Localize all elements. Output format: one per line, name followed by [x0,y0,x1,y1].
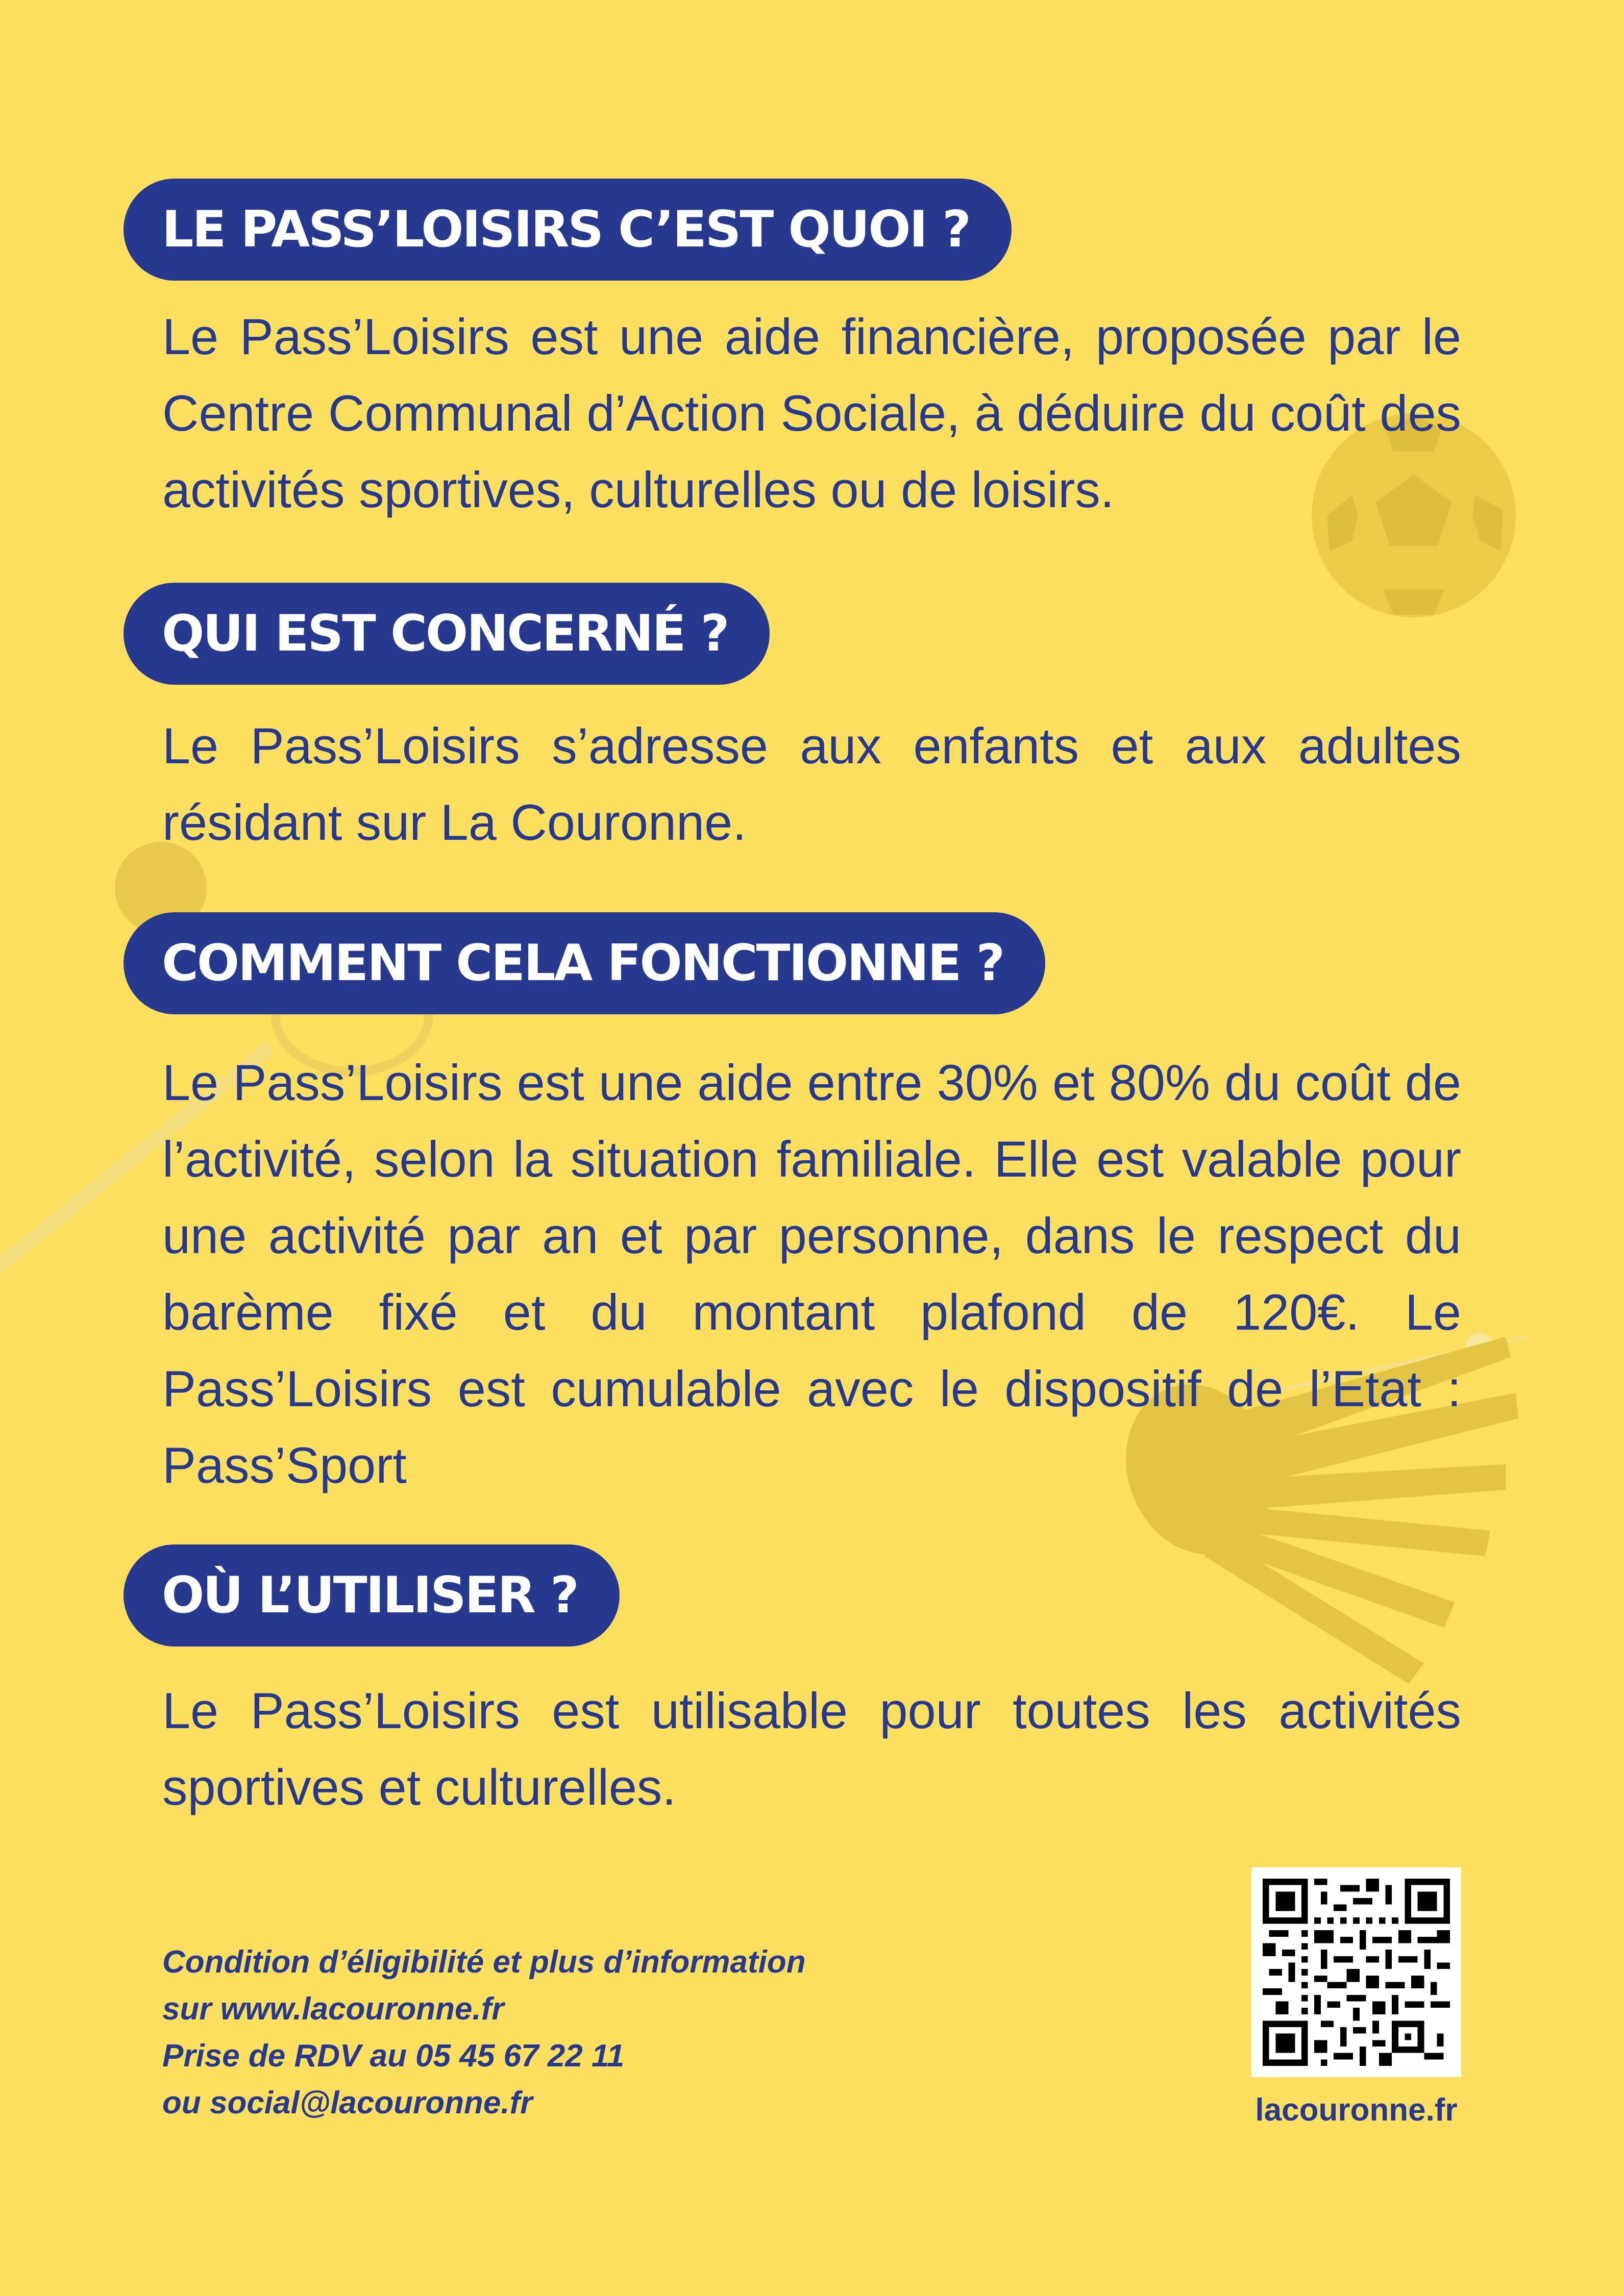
section-title-who: QUI EST CONCERNÉ ? [124,583,770,685]
contact-line: Condition d’éligibilité et plus d’information [162,1944,806,1980]
section-body-who: Le Pass’Loisirs s’adresse aux enfants et aux adultes résidant sur La Couronne. [162,717,1461,851]
section-body-where: Le Pass’Loisirs est utilisable pour toutes les activités sportives et culturelles. [162,1682,1461,1815]
section-title-how: COMMENT CELA FONCTIONNE ? [124,912,1045,1014]
contact-phone-line: Prise de RDV au 05 45 67 22 11 [162,2038,625,2074]
website-link[interactable]: lacouronne.fr [1255,2092,1458,2128]
section-title-what: LE PASS’LOISIRS C’EST QUOI ? [124,179,1012,281]
contact-info [162,1939,806,2127]
section-body-how: Le Pass’Loisirs est une aide entre 30% et 80% du coût de l’activité, selon la situation familiale. Elle est valable pour une activité par an et par personne, dans le respect du barème fixé et du montant plafond de 120€. Le Pass’Loisirs est cumulable avec le dispositif de l’Etat : Pass’Sport [162,1054,1461,1493]
section-title-where: OÙ L’UTILISER ? [124,1544,620,1646]
qr-code[interactable] [1251,1867,1461,2077]
contact-email-line: ou social@lacouronne.fr [162,2085,533,2120]
section-body-what: Le Pass’Loisirs est une aide financière, proposée par le Centre Communal d’Action Sociale, à déduire du coût des activités sportives, culturelles ou de loisirs. [162,308,1461,518]
contact-website-line: sur www.lacouronne.fr [162,1991,504,2027]
qr-code-icon [1263,1879,1450,2066]
